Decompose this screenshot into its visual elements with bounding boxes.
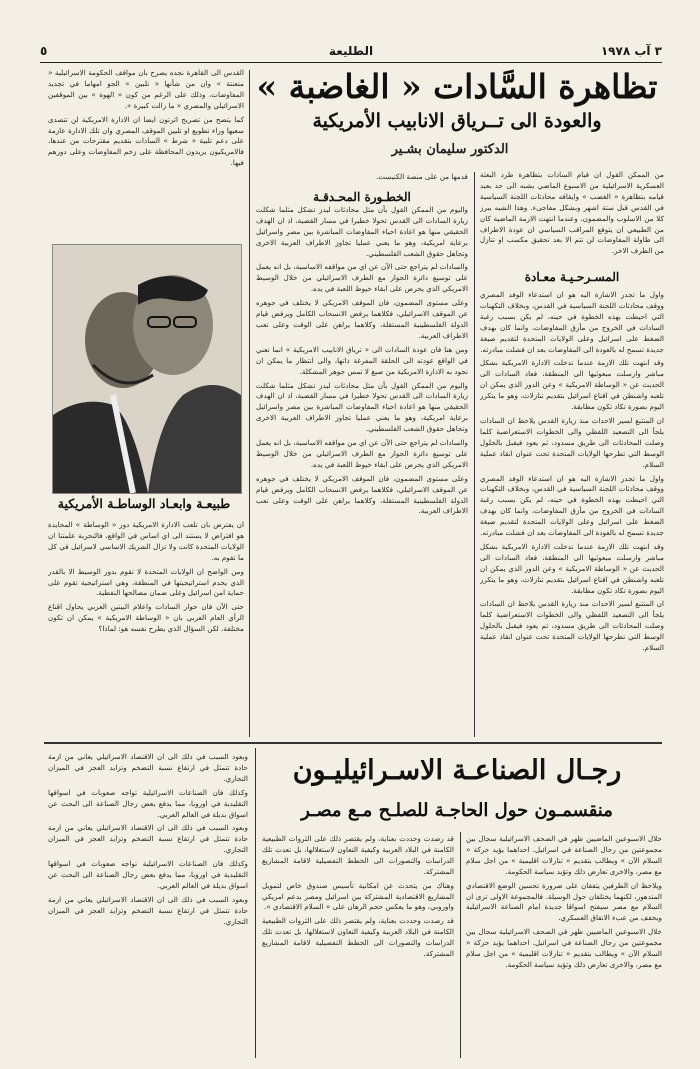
article-1-title: تظاهرة السَّادات « الغاضبة »	[256, 67, 658, 106]
article-1-right-column	[480, 290, 664, 738]
paragraph: واول ما تجدر الاشارة اليه هو ان استدعاء الوفد المصري ووقف محادثات اللجنة السياسية في القدس، وبخلاف التكهنات التي احيطت بهذه الخطوة في حينه، لم يكن بسبب رغبة السادات في الخروج من مأزق المفاوضات، وانما كان بهدف الضغط على اسرائيل وعلى الولايات المتحدة لتقديم صيغة جديدة تسمح له بالعودة الى المفاوضات بعد ان فشلت مبادرته.	[480, 290, 664, 354]
paragraph: وبعود السبب في ذلك الى ان الاقتصاد الاسرائيلي يعاني من ازمة حادة تتمثل في ارتفاع نسبة التضخم وتزايد العجز في الميزان التجاري.	[48, 894, 248, 926]
article-1-subtitle: والعودة الى تــرياق الانابيب الأمريكية	[312, 110, 602, 132]
paragraph: وكذلك فان الصناعات الاسرائيلية تواجه صعوبات في اسواقها التقليدية في اوروبا، مما يدفع بعض رجال الصناعة الى البحث عن اسواق بديلة في العالم العربي.	[48, 787, 248, 819]
paragraph: واليوم من الممكن القول بأن مثل محادثات ليدز تشكل مثلما شكلت زيارة السادات الى القدس تحولا خطيرا في مسار القضية، اذ ان الهدف الحقيقي منها هو اعادة احياء المفاوضات المباشرة بين مصر واسرائيل برعاية امريكية، وهو ما يعني عمليا تجاوز الاطراف العربية الاخرى وتجاهل حقوق الشعب الفلسطيني.	[256, 204, 468, 258]
subhead-imminent-danger: الخطـورة المحـدقـة	[313, 190, 411, 204]
photo-illustration	[53, 245, 241, 493]
column-rule	[460, 832, 461, 1058]
paragraph: وقد انتهت تلك الازمة عندما تدخلت الادارة الامريكية بشكل مباشر وارسلت مبعوثيها الى المنطقة، فعاد السادات الى الحديث عن « الوساطة الامريكية » وعن الدور الذي يمكن ان تلعبه واشنطن في اقناع اسرائيل بتقديم تنازلات، وهو ما يتكرر اليوم بصورة تكاد تكون مطابقة.	[480, 541, 664, 595]
publication-name: الطليعة	[328, 44, 374, 58]
paragraph: ان المتتبع لسير الاحداث منذ زيارة القدس يلاحظ ان السادات يلجأ الى التصعيد اللفظي والى الخطوات الاستعراضية كلما وصلت المحادثات الى طريق مسدود، ثم يعود فيقبل بالحلول الوسط التي تطرحها الولايات المتحدة تحت عنوان انقاذ عملية السلام.	[480, 415, 664, 469]
paragraph: وبعود السبب في ذلك الى ان الاقتصاد الاسرائيلي يعاني من ازمة حادة تتمثل في ارتفاع نسبة التضخم وتزايد العجز في الميزان التجاري.	[48, 752, 248, 783]
paragraph: وهناك من يتحدث عن امكانية تأسيس صندوق خاص لتمويل المشاريع الاقتصادية المشتركة بين اسرائيل ومصر بدعم امريكي واوروبي، وهو ما يعكس حجم الرهان على « السلام الاقتصادي ».	[262, 880, 454, 912]
paragraph: واليوم من الممكن القول بأن مثل محادثات ليدز تشكل مثلما شكلت زيارة السادات الى القدس تحولا خطيرا في مسار القضية، اذ ان الهدف الحقيقي منها هو اعادة احياء المفاوضات المباشرة بين مصر واسرائيل برعاية امريكية، وهو ما يعني عمليا تجاوز الاطراف العربية الاخرى وتجاهل حقوق الشعب الفلسطيني.	[256, 380, 468, 434]
article-separator	[44, 742, 662, 744]
paragraph: حتى الآن فان حوار السادات واعلام البيتين العربي يحاول اقناع الرأي العام العربي بان « الوساطة الامريكية » يمكن ان تكون مختلفة، لكن السؤال الذي يطرح نفسه هو: لماذا؟	[48, 602, 244, 634]
article-2-left-column	[48, 752, 248, 1058]
paragraph: ان المتتبع لسير الاحداث منذ زيارة القدس يلاحظ ان السادات يلجأ الى التصعيد اللفظي والى الخطوات الاستعراضية كلما وصلت المحادثات الى طريق مسدود، ثم يعود فيقبل بالحلول الوسط التي تطرحها الولايات المتحدة تحت عنوان انقاذ عملية السلام.	[480, 599, 664, 653]
paragraph: ومن الواضح ان الولايات المتحدة لا تقوم بدور الوسيط الا بالقدر الذي يخدم استراتيجيتها في المنطقة، وهي استراتيجية تقوم على حماية امن اسرائيل وعلى ضمان مصالحها النفطية.	[48, 566, 244, 598]
article-1-author: الدكتور سليمان بشـير	[391, 142, 509, 157]
paragraph: قد رصدت وحددت بعناية، ولم يقتصر ذلك على الثروات الطبيعية الكامنة في البلاد العربية وكيفية التعاون لاستغلالها، بل تعدت تلك الدراسات والتصورات الى الخطط التفصيلية لاقامة المشاريع المشتركة.	[262, 834, 454, 876]
paragraph: والسادات لم يتراجع حتى الآن عن اي من مواقفه الاساسية، بل انه يعمل على توسيع دائرة الحوار مع الطرف الاسرائيلي من خلال الوسيط الامريكي الذي يحرص على ابقاء خيوط اللعبة في يده.	[256, 438, 468, 469]
page-number: ٥	[40, 44, 48, 58]
paragraph: وكذلك فان الصناعات الاسرائيلية تواجه صعوبات في اسواقها التقليدية في اوروبا، مما يدفع بعض رجال الصناعة الى البحث عن اسواق بديلة في العالم العربي.	[48, 859, 248, 890]
paragraph: والسادات لم يتراجع حتى الآن عن اي من مواقفه الاساسية، بل انه يعمل على توسيع دائرة الحوار مع الطرف الاسرائيلي من خلال الوسيط الامريكي الذي يحرص على ابقاء خيوط اللعبة في يده.	[256, 262, 468, 294]
paragraph: قدمها من على منصة الكنيست.	[375, 172, 468, 181]
subhead-repeated-play: المسـرحـيـة معـادة	[524, 270, 620, 284]
photo-caption: طبيعـة وابعـاد الوساطـة الأمريكية	[57, 496, 231, 511]
column-rule	[474, 172, 475, 737]
paragraph: ان يفترض بان تلعب الادارة الامريكية دور « الوساطة » المحايدة هو افتراض لا يستند الى اي اساس في الواقع، فالتجربة علمتنا ان الولايات المتحدة كانت ولا تزال الشريك الاساسي لاسرائيل في كل ما تقوم به.	[48, 520, 244, 562]
paragraph: ويلاحظ ان الطرفين يتفقان على ضرورة تحسين الوضع الاقتصادي المتدهور، لكنهما يختلفان حول الوسيلة. فالمجموعة الاولى ترى ان السلام مع مصر سيفتح اسواقا جديدة امام الصناعة الاسرائيلية ويخفف من عبء الانفاق العسكري.	[466, 880, 662, 923]
article-2-right-column	[466, 834, 662, 1058]
paragraph: كما يتضح من تصريح اثرتون ايضا ان الادارة الامريكية لن تتصدى سعيها وراء تطويع او تليين الموقف المصري وان تلك الادارة عازمة على دعم تلبية « شرط » السادات بتقديم مقترحات من عندها، فالامريكيون يريدون المحافظة على زخم المفاوضات وعلى دورهم فيها.	[48, 114, 244, 168]
issue-date: ٣ آب ١٩٧٨	[600, 44, 662, 58]
paragraph: خلال الاسبوعين الماضيين ظهر في الصحف الاسرائيلية سجال بين مجموعتين من رجال الصناعة في اسرائيل. احداهما يؤيد حركة « السلام الآن » ويطالب بتقديم « تنازلات اقليمية » من اجل سلام مع مصر، والاخرى تعارض ذلك وتؤيد سياسة الحكومة.	[466, 834, 662, 876]
paragraph: وعلى مستوى المضمون، فان الموقف الامريكي لا يختلف في جوهره عن الموقف الاسرائيلي، فكلاهما يرفض الانسحاب الكامل ويرفض قيام الدولة الفلسطينية المستقلة، وكلاهما يراهن على الوقت وعلى تعب الاطراف العربية.	[256, 298, 468, 340]
paragraph: وقد انتهت تلك الازمة عندما تدخلت الادارة الامريكية بشكل مباشر وارسلت مبعوثيها الى المنطقة، فعاد السادات الى الحديث عن « الوساطة الامريكية » وعن الدور الذي يمكن ان تلعبه واشنطن في اقناع اسرائيل بتقديم تنازلات، وهو ما يتكرر اليوم بصورة تكاد تكون مطابقة.	[480, 358, 664, 412]
paragraph: من الممكن القول ان قيام السادات بتظاهرة طرد البعثة العسكرية الاسرائيلية من الاسبوع الماضي يشبه الى حد بعيد قيامه بتظاهرة « الغضب » وايقافه محادثات اللجنة السياسية في القدس قبل ستة اشهر وبشكل مفاجىء. وهذا الشبه يبرز كلا من الاسلوب والمضمون. وعندما انتهت الازمة الماضية كان من الطبيعي ان يتوقع المراقب السياسي ان عودة الاطراف الى طاولة المفاوضات لن تتم الا بعد تحقيق مكسب او تنازل من الطرف الاخر.	[480, 170, 664, 256]
paragraph: خلال الاسبوعين الماضيين ظهر في الصحف الاسرائيلية سجال بين مجموعتين من رجال الصناعة في اسرائيل. احداهما يؤيد حركة « السلام الآن » ويطالب بتقديم « تنازلات اقليمية » من اجل سلام مع مصر، والاخرى تعارض ذلك وتؤيد سياسة الحكومة.	[466, 927, 662, 969]
column-rule	[255, 748, 256, 1058]
paragraph: قد رصدت وحددت بعناية، ولم يقتصر ذلك على الثروات الطبيعية الكامنة في البلاد العربية وكيفية التعاون لاستغلالها، بل تعدت تلك الدراسات والتصورات الى الخطط التفصيلية لاقامة المشاريع المشتركة.	[262, 916, 454, 959]
article-2-middle-column	[262, 834, 454, 1058]
column-rule	[249, 70, 250, 737]
paragraph: وعلى مستوى المضمون، فان الموقف الامريكي لا يختلف في جوهره عن الموقف الاسرائيلي، فكلاهما يرفض الانسحاب الكامل ويرفض قيام الدولة الفلسطينية المستقلة، وكلاهما يراهن على الوقت وعلى تعب الاطراف العربية.	[256, 473, 468, 516]
article-1-left-column-bottom	[48, 520, 244, 738]
article-1-intro	[480, 170, 664, 262]
article-2-title: رجـال الصناعـة الاسـرائيليـون	[292, 755, 622, 786]
article-1-middle-column	[256, 172, 468, 738]
article-1-left-column-top	[48, 68, 244, 240]
paragraph: وبعود السبب في ذلك الى ان الاقتصاد الاسرائيلي يعاني من ازمة حادة تتمثل في ارتفاع نسبة التضخم وتزايد العجز في الميزان التجاري.	[48, 823, 248, 855]
photo-sadat-embrace	[52, 244, 242, 494]
paragraph: واول ما تجدر الاشارة اليه هو ان استدعاء الوفد المصري ووقف محادثات اللجنة السياسية في القدس، وبخلاف التكهنات التي احيطت بهذه الخطوة في حينه، لم يكن بسبب رغبة السادات في الخروج من مأزق المفاوضات، وانما كان بهدف الضغط على اسرائيل وعلى الولايات المتحدة لتقديم صيغة جديدة تسمح له بالعودة الى المفاوضات بعد ان فشلت مبادرته.	[480, 473, 664, 538]
article-2-subtitle: منقسمـون حول الحاجـة للصلـح مـع مصـر	[301, 800, 613, 821]
paragraph: القدس الى القاهرة نجده يصرح بان مواقف الحكومة الاسرائيلية « متعنتة » وان من شأنها « تلبين » الجو امهاما في تجديد المفاوضات، وذلك على الرغم من كون « الهوة » بين الموقفين الاسرائيلي والمصري « ما زالت كبيرة ».	[48, 68, 244, 110]
paragraph: ومن هنا فان عودة السادات الى « ترياق الانابيب الامريكية » انما تعني في الواقع عودته الى الحلقة المفرغة ذاتها، والى انتظار ما يمكن ان تجود به الادارة الامريكية من صيغ لا تمس جوهر المشكلة.	[256, 344, 468, 376]
page-header	[40, 42, 662, 63]
